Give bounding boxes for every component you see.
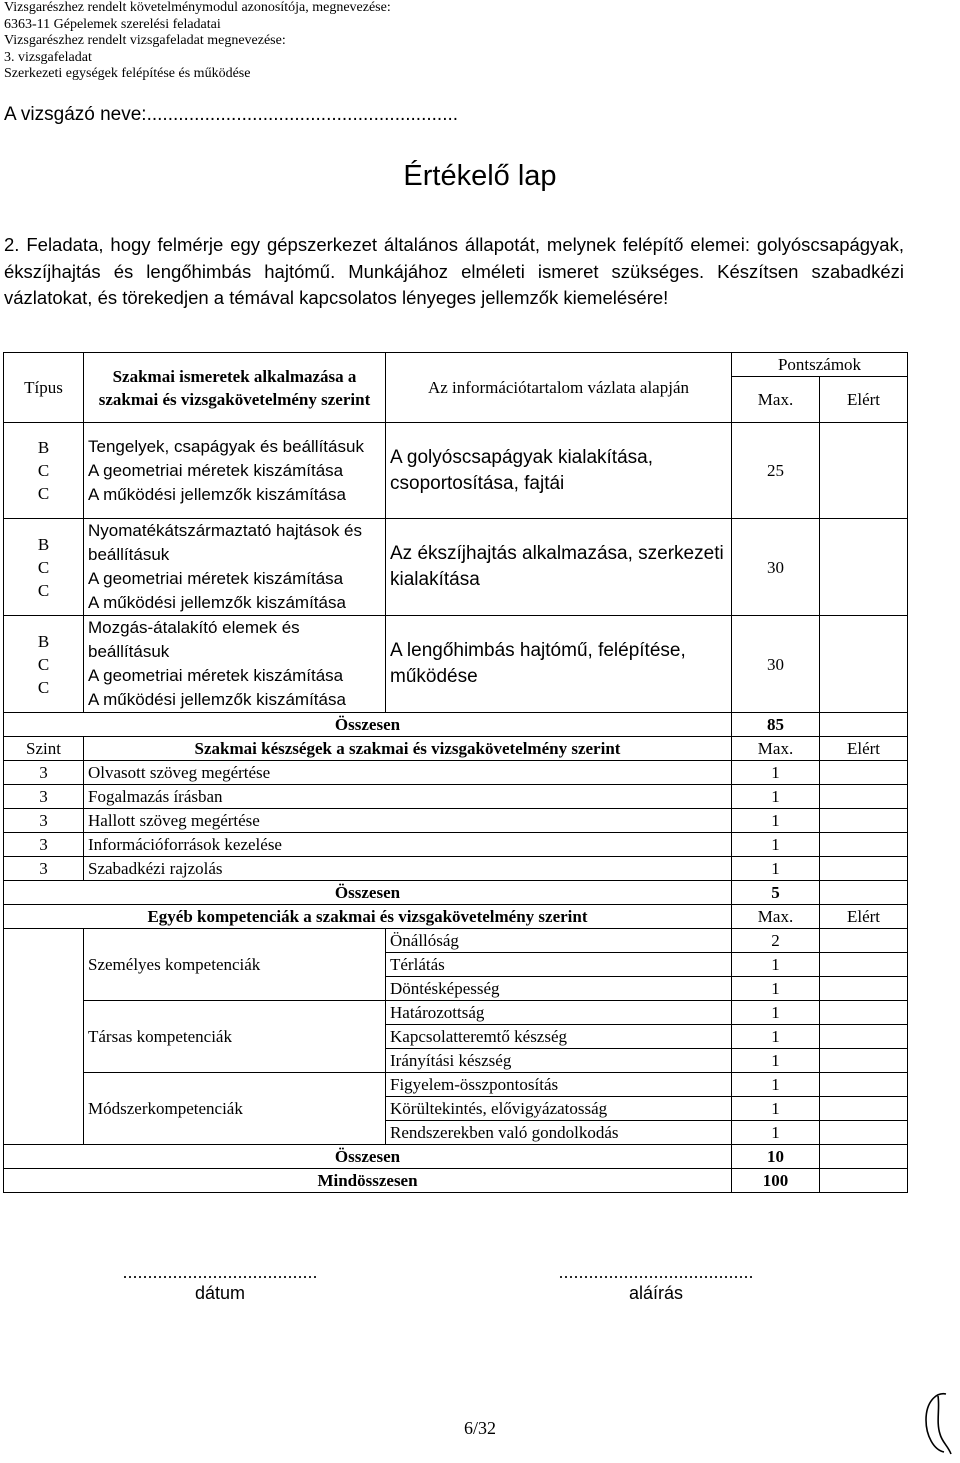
achieved-cell[interactable] bbox=[820, 953, 908, 977]
competency-cell: Önállóság bbox=[386, 929, 732, 953]
max-cell: 1 bbox=[732, 1121, 820, 1145]
col-achieved-header: Elért bbox=[820, 737, 908, 761]
knowledge-cell: Tengelyek, csapágyak és beállításuk A geometriai méretek kiszámítása A működési jellemzők kiszámítása bbox=[84, 423, 386, 519]
competency-cell: Rendszerekben való gondolkodás bbox=[386, 1121, 732, 1145]
achieved-cell[interactable] bbox=[820, 1025, 908, 1049]
max-cell: 2 bbox=[732, 929, 820, 953]
achieved-cell[interactable] bbox=[820, 833, 908, 857]
type-cell: B C C bbox=[4, 616, 84, 713]
max-cell: 1 bbox=[732, 809, 820, 833]
total-value: 85 bbox=[732, 713, 820, 737]
info-cell: A lengőhimbás hajtómű, felépítése, működése bbox=[386, 616, 732, 713]
table-row bbox=[4, 857, 908, 881]
max-cell: 1 bbox=[732, 1097, 820, 1121]
competency-cell: Irányítási készség bbox=[386, 1049, 732, 1073]
grand-total-row bbox=[4, 1169, 908, 1193]
skill-cell: Olvasott szöveg megértése bbox=[84, 761, 732, 785]
max-cell: 1 bbox=[732, 1073, 820, 1097]
page-title: Értékelő lap bbox=[403, 160, 557, 192]
max-cell: 30 bbox=[732, 616, 820, 713]
achieved-cell[interactable] bbox=[820, 1121, 908, 1145]
page-number: 6/32 bbox=[463, 1418, 496, 1438]
skill-cell: Szabadkézi rajzolás bbox=[84, 857, 732, 881]
max-cell: 30 bbox=[732, 519, 820, 616]
achieved-cell[interactable] bbox=[820, 1049, 908, 1073]
table-row bbox=[4, 423, 908, 519]
signature-dots: ....................................... bbox=[558, 1262, 754, 1282]
blank-cell bbox=[4, 929, 84, 1001]
achieved-cell[interactable] bbox=[820, 809, 908, 833]
col-achieved-header: Elért bbox=[820, 377, 908, 423]
table-row bbox=[4, 616, 908, 713]
achieved-cell[interactable] bbox=[820, 1145, 908, 1169]
table-row bbox=[4, 761, 908, 785]
col-max-header: Max. bbox=[732, 377, 820, 423]
date-signature bbox=[80, 1262, 360, 1304]
blank-cell bbox=[4, 1073, 84, 1145]
type-cell: B C C bbox=[4, 423, 84, 519]
achieved-cell[interactable] bbox=[820, 423, 908, 519]
info-cell: A golyóscsapágyak kialakítása, csoportosítása, fajtái bbox=[386, 423, 732, 519]
total-value: 5 bbox=[732, 881, 820, 905]
table-row bbox=[4, 1001, 908, 1025]
knowledge-cell: Nyomatékátszármaztató hajtások és beállításuk A geometriai méretek kiszámítása A működési jellemzők kiszámítása bbox=[84, 519, 386, 616]
level-cell: 3 bbox=[4, 833, 84, 857]
total-label: Összesen bbox=[4, 881, 732, 905]
achieved-cell[interactable] bbox=[820, 977, 908, 1001]
achieved-cell[interactable] bbox=[820, 1073, 908, 1097]
competency-cell: Döntésképesség bbox=[386, 977, 732, 1001]
date-label: dátum bbox=[194, 1283, 246, 1303]
competency-cell: Határozottság bbox=[386, 1001, 732, 1025]
header-line: Vizsgarészhez rendelt vizsgafeladat megnevezése: bbox=[4, 33, 286, 49]
max-cell: 1 bbox=[732, 785, 820, 809]
max-cell: 1 bbox=[732, 1025, 820, 1049]
document-header bbox=[4, 0, 391, 83]
achieved-cell[interactable] bbox=[820, 519, 908, 616]
group-cell: Társas kompetenciák bbox=[84, 1001, 386, 1073]
col-level-header: Szint bbox=[4, 737, 84, 761]
header-line: 6363-11 Gépelemek szerelési feladatai bbox=[4, 16, 221, 32]
task-text: 2. Feladata, hogy felmérje egy gépszerkezet általános állapotát, melynek felépítő elemei: golyóscsapágyak, ékszíjhajtás és lengőhimbás hajtómű. Munkájához elméleti ismeret szükséges. Készítsen szabadkézi vázlatokat, és törekedjen a témával kapcsolatos lényeges jellemzők kiemelésére! bbox=[4, 234, 904, 308]
header-line: 3. vizsgafeladat bbox=[4, 49, 92, 65]
total-label: Összesen bbox=[4, 1145, 732, 1169]
col-knowledge-header: Szakmai ismeretek alkalmazása a szakmai és vizsgakövetelmény szerint bbox=[84, 353, 386, 423]
level-cell: 3 bbox=[4, 785, 84, 809]
achieved-cell[interactable] bbox=[820, 713, 908, 737]
skill-cell: Hallott szöveg megértése bbox=[84, 809, 732, 833]
level-cell: 3 bbox=[4, 857, 84, 881]
date-dots: ....................................... bbox=[122, 1262, 318, 1282]
signature-block bbox=[516, 1262, 796, 1304]
group-cell: Személyes kompetenciák bbox=[84, 929, 386, 1001]
competency-cell: Figyelem-összpontosítás bbox=[386, 1073, 732, 1097]
col-achieved-header: Elért bbox=[820, 905, 908, 929]
achieved-cell[interactable] bbox=[820, 881, 908, 905]
table-row bbox=[4, 833, 908, 857]
table-row bbox=[4, 1073, 908, 1097]
header-line: Vizsgarészhez rendelt követelménymodul azonosítója, megnevezése: bbox=[4, 0, 391, 15]
total-row bbox=[4, 881, 908, 905]
max-cell: 1 bbox=[732, 977, 820, 1001]
total-value: 10 bbox=[732, 1145, 820, 1169]
achieved-cell[interactable] bbox=[820, 785, 908, 809]
evaluation-table bbox=[3, 352, 908, 1193]
max-cell: 1 bbox=[732, 953, 820, 977]
skill-cell: Fogalmazás írásban bbox=[84, 785, 732, 809]
max-cell: 1 bbox=[732, 857, 820, 881]
group-cell: Módszerkompetenciák bbox=[84, 1073, 386, 1145]
task-description bbox=[4, 232, 904, 312]
col-max-header: Max. bbox=[732, 905, 820, 929]
level-cell: 3 bbox=[4, 809, 84, 833]
max-cell: 1 bbox=[732, 1049, 820, 1073]
examinee-name-field: A vizsgázó neve:........................................................... bbox=[4, 104, 459, 125]
handwritten-signature bbox=[918, 1388, 954, 1458]
achieved-cell[interactable] bbox=[820, 857, 908, 881]
max-cell: 1 bbox=[732, 761, 820, 785]
header-line: Szerkezeti egységek felépítése és működése bbox=[4, 66, 251, 82]
max-cell: 1 bbox=[732, 833, 820, 857]
col-max-header: Max. bbox=[732, 737, 820, 761]
competency-cell: Kapcsolatteremtő készség bbox=[386, 1025, 732, 1049]
achieved-cell[interactable] bbox=[820, 616, 908, 713]
table-row bbox=[4, 519, 908, 616]
col-type-header: Típus bbox=[4, 353, 84, 423]
table-row bbox=[4, 785, 908, 809]
table-row bbox=[4, 809, 908, 833]
achieved-cell[interactable] bbox=[820, 1169, 908, 1193]
blank-cell bbox=[4, 1001, 84, 1073]
competency-cell: Térlátás bbox=[386, 953, 732, 977]
competency-cell: Körültekintés, elővigyázatosság bbox=[386, 1097, 732, 1121]
achieved-cell[interactable] bbox=[820, 761, 908, 785]
type-cell: B C C bbox=[4, 519, 84, 616]
total-row bbox=[4, 713, 908, 737]
knowledge-cell: Mozgás-átalakító elemek és beállításuk A geometriai méretek kiszámítása A működési jellemzők kiszámítása bbox=[84, 616, 386, 713]
col-points-header: Pontszámok bbox=[732, 353, 908, 377]
max-cell: 1 bbox=[732, 1001, 820, 1025]
total-row bbox=[4, 1145, 908, 1169]
max-cell: 25 bbox=[732, 423, 820, 519]
level-cell: 3 bbox=[4, 761, 84, 785]
achieved-cell[interactable] bbox=[820, 1001, 908, 1025]
total-label: Összesen bbox=[4, 713, 732, 737]
info-cell: Az ékszíjhajtás alkalmazása, szerkezeti kialakítása bbox=[386, 519, 732, 616]
col-info-header: Az információtartalom vázlata alapján bbox=[386, 353, 732, 423]
col-skills-header: Szakmai készségek a szakmai és vizsgakövetelmény szerint bbox=[84, 737, 732, 761]
signature-label: aláírás bbox=[628, 1283, 684, 1303]
achieved-cell[interactable] bbox=[820, 929, 908, 953]
achieved-cell[interactable] bbox=[820, 1097, 908, 1121]
other-competencies-header: Egyéb kompetenciák a szakmai és vizsgakövetelmény szerint bbox=[4, 905, 732, 929]
grand-total-value: 100 bbox=[732, 1169, 820, 1193]
skill-cell: Információforrások kezelése bbox=[84, 833, 732, 857]
table-row bbox=[4, 929, 908, 953]
grand-total-label: Mindösszesen bbox=[4, 1169, 732, 1193]
